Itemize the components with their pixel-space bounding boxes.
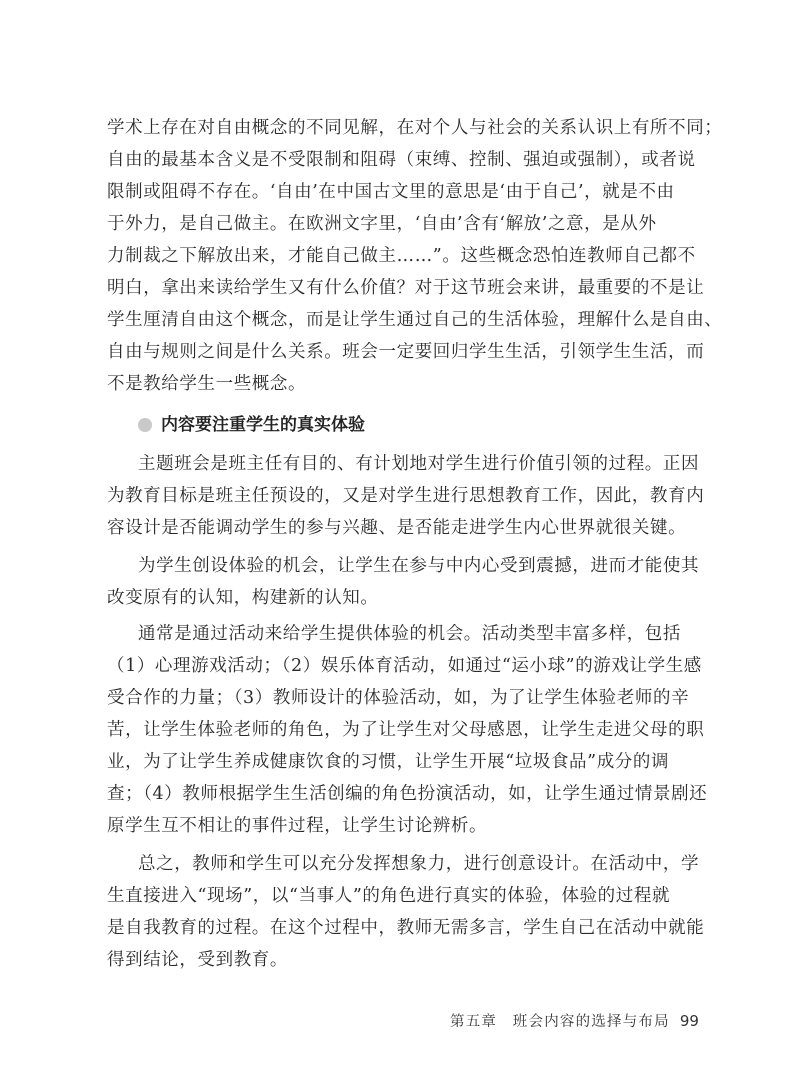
paragraph-line: 自由与规则之间是什么关系。班会一定要回归学生生活，引领学生生活，而 (107, 342, 705, 362)
chapter-title: 第五章 班会内容的选择与布局 (450, 1014, 670, 1030)
paragraph-line: 自由的最基本含义是不受限制和阻碍（束缚、控制、强迫或强制），或者说 (107, 150, 696, 170)
paragraph-line: 查；（4）教师根据学生生活创编的角色扮演活动，如，让学生通过情景剧还 (107, 784, 708, 804)
paragraph-line: 原学生互不相让的事件过程，让学生讨论辨析。 (107, 816, 488, 836)
paragraph-line: 不是教给学生一些概念。 (107, 374, 307, 394)
paragraph-line: 业，为了让学生养成健康饮食的习惯，让学生开展“垃圾食品”成分的调 (107, 752, 670, 772)
paragraph-line: 改变原有的认知，构建新的认知。 (107, 588, 379, 608)
paragraph-line: 受合作的力量；（3）教师设计的体验活动，如，为了让学生体验老师的辛 (107, 688, 690, 708)
paragraph-line: 于外力，是自己做主。在欧洲文字里，‘自由’含有‘解放’之意，是从外 (107, 214, 657, 234)
section-heading: 内容要注重学生的真实体验 (161, 415, 365, 435)
paragraph-line: （1）心理游戏活动；（2）娱乐体育活动，如通过“运小球”的游戏让学生感 (107, 656, 702, 676)
paragraph-line: 总之，教师和学生可以充分发挥想象力，进行创意设计。在活动中，学 (138, 854, 700, 874)
paragraph-line: 明白，拿出来读给学生又有什么价值？对于这节班会来讲，最重要的不是让 (107, 278, 705, 298)
paragraph-line: 通常是通过活动来给学生提供体验的机会。活动类型丰富多样，包括 (138, 624, 681, 644)
paragraph-line: 学生厘清自由这个概念，而是让学生通过自己的生活体验，理解什么是自由、 (107, 310, 723, 330)
paragraph-line: 容设计是否能调动学生的参与兴趣、是否能走进学生内心世界就很关键。 (107, 518, 687, 538)
page-number: 99 (679, 1012, 699, 1030)
paragraph-line: 主题班会是班主任有目的、有计划地对学生进行价值引领的过程。正因 (138, 454, 700, 474)
paragraph-line: 生直接进入“现场”，以“当事人”的角色进行真实的体验，体验的过程就 (107, 886, 671, 906)
paragraph-line: 为教育目标是班主任预设的，又是对学生进行思想教育工作，因此，教育内 (107, 486, 705, 506)
paragraph-line: 限制或阻碍不存在。‘自由’在中国古文里的意思是‘由于自己’，就是不由 (107, 182, 675, 202)
paragraph-line: 得到结论，受到教育。 (107, 950, 288, 970)
paragraph-line: 苦，让学生体验老师的角色，为了让学生对父母感恩，让学生走进父母的职 (107, 720, 705, 740)
paragraph-line: 是自我教育的过程。在这个过程中，教师无需多言，学生自己在活动中就能 (107, 918, 705, 938)
page-footer (450, 1010, 699, 1031)
paragraph-line: 为学生创设体验的机会，让学生在参与中内心受到震撼，进而才能使其 (138, 556, 700, 576)
paragraph-line: 学术上存在对自由概念的不同见解，在对个人与社会的关系认识上有所不同； (107, 118, 723, 138)
heading-bullet-icon (138, 418, 152, 432)
paragraph-line: 力制裁之下解放出来，才能自己做主……”。这些概念恐怕连教师自己都不 (107, 246, 696, 266)
